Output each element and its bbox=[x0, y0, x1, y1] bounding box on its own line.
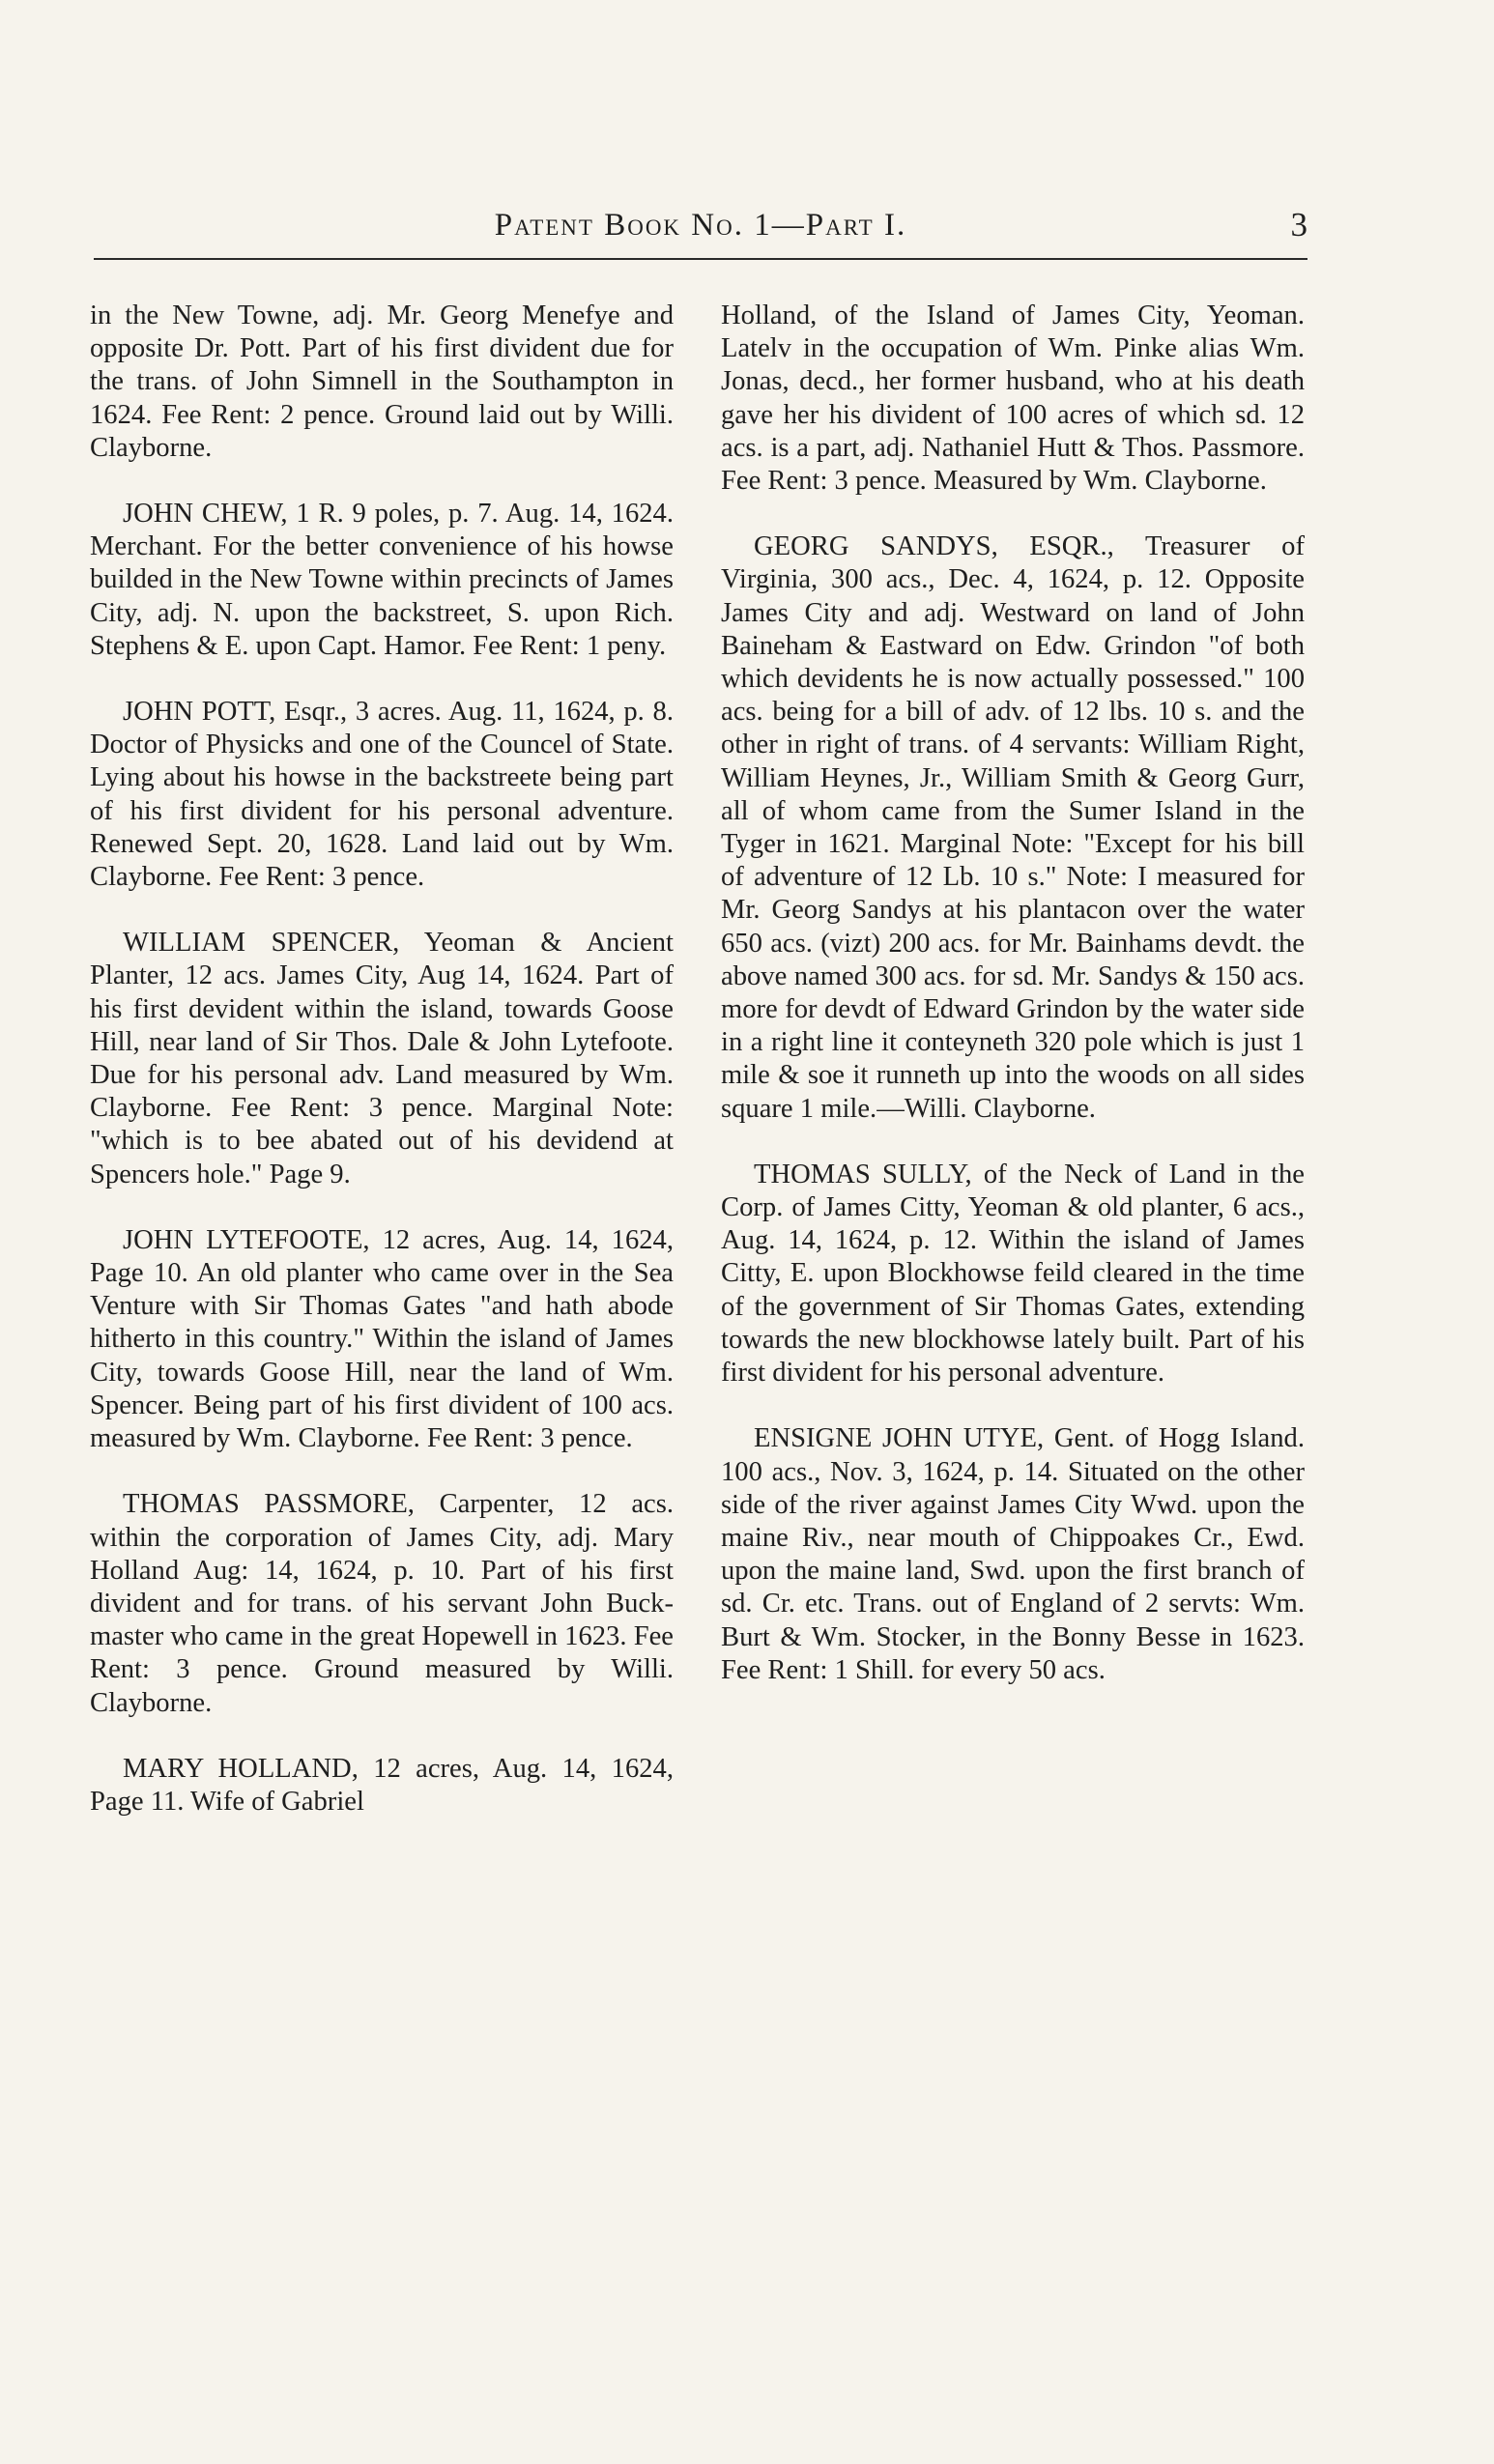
entry-mary-holland: MARY HOLLAND, 12 acres, Aug. 14, 1624, Page 11. Wife of Gabriel bbox=[90, 1753, 674, 1817]
entry-continuation: in the New Towne, adj. Mr. Georg Menefye and opposite Dr. Pott. Part of his first divident due for the trans. of John Simnell in the Southampton in 1624. Fee Rent: 2 pence. Ground laid out by Willi. Clayborne. bbox=[90, 301, 674, 463]
entry-john-pott: JOHN POTT, Esqr., 3 acres. Aug. 11, 1624, p. 8. Doctor of Physicks and one of the Councel of State. Lying about his howse in the backstreete being part of his first divident for his personal adventure. Renewed Sept. 20, 1628. Land laid out by Wm. Clayborne. Fee Rent: 3 pence. bbox=[90, 697, 674, 893]
entry-thomas-passmore: THOMAS PASSMORE, Carpenter, 12 acs. within the corporation of James City, adj. Mary Holland Aug: 14, 1624, p. 10. Part of his first divident and for trans. of his servant John Buckmaster who came in the great Hopewell in 1623. Fee Rent: 3 pence. Ground measured by Willi. Clayborne. bbox=[90, 1489, 674, 1718]
page-title: Patent Book No. 1—Part I. bbox=[494, 208, 907, 243]
page-number: 3 bbox=[1290, 206, 1307, 244]
right-column bbox=[721, 300, 1305, 1720]
entry-mary-holland-continued: Holland, of the Island of James City, Yeoman. Latelv in the occupation of Wm. Pinke alias Wm. Jonas, decd., her former husband, who at his death gave her his divident of 100 acres of which sd. 12 acs. is a part, adj. Nathaniel Hutt & Thos. Passmore. Fee Rent: 3 pence. Measured by Wm. Clayborne. bbox=[721, 301, 1305, 497]
entry-georg-sandys: GEORG SANDYS, ESQR., Treasurer of Virginia, 300 acs., Dec. 4, 1624, p. 12. Opposite James City and adj. Westward on land of John Baineham & Eastward on Edw. Grindon "of both which devidents he is now actually possessed." 100 acs. being for a bill of adv. of 12 lbs. 10 s. and the other in right of trans. of 4 servants: William Right, William Heynes, Jr., William Smith & Georg Gurr, all of whom came from the Sumer Island in the Tyger in 1621. Marginal Note: "Except for his bill of adventure of 12 Lb. 10 s." Note: I measured for Mr. Georg Sandys at his plantacon over the water 650 acs. (vizt) 200 acs. for Mr. Bainhams devdt. the above named 300 acs. for sd. Mr. Sandys & 150 acs. more for devdt of Edward Grindon by the water side in a right line it conteyneth 320 pole which is just 1 mile & soe it runneth up into the woods on all sides square 1 mile.—Willi. Clayborne. bbox=[721, 531, 1305, 1124]
left-column bbox=[90, 300, 674, 1851]
entry-john-utye: ENSIGNE JOHN UTYE, Gent. of Hogg Island. 100 acs., Nov. 3, 1624, p. 14. Situated on the other side of the river against James City Wwd. upon the maine Riv., near mouth of Chippoakes Cr., Ewd. upon the maine land, Swd. upon the first branch of sd. Cr. etc. Trans. out of England of 2 servts: Wm. Burt & Wm. Stocker, in the Bonny Besse in 1623. Fee Rent: 1 Shill. for every 50 acs. bbox=[721, 1423, 1305, 1685]
entry-john-chew: JOHN CHEW, 1 R. 9 poles, p. 7. Aug. 14, 1624. Merchant. For the better convenience of his howse builded in the New Towne within precincts of James City, adj. N. upon the backstreet, S. upon Rich. Stephens & E. upon Capt. Hamor. Fee Rent: 1 peny. bbox=[90, 499, 674, 661]
running-header bbox=[94, 198, 1307, 260]
entry-thomas-sully: THOMAS SULLY, of the Neck of Land in the Corp. of James Citty, Yeoman & old planter, 6 acs., Aug. 14, 1624, p. 12. Within the island of James Citty, E. upon Blockhowse feild cleared in the time of the government of Sir Thomas Gates, extending towards the new blockhowse lately built. Part of his first divident for his personal adventure. bbox=[721, 1159, 1305, 1389]
entry-william-spencer: WILLIAM SPENCER, Yeoman & Ancient Planter, 12 acs. James City, Aug 14, 1624. Part of his first devident within the island, towards Goose Hill, near land of Sir Thos. Dale & John Lytefoote. Due for his personal adv. Land measured by Wm. Clayborne. Fee Rent: 3 pence. Marginal Note: "which is to bee abated out of his devidend at Spencers hole." Page 9. bbox=[90, 928, 674, 1189]
entry-john-lytefoote: JOHN LYTEFOOTE, 12 acres, Aug. 14, 1624, Page 10. An old planter who came over in the Sea Venture with Sir Thomas Gates "and hath abode hitherto in this country." Within the island of James City, towards Goose Hill, near the land of Wm. Spencer. Being part of his first divident of 100 acs. measured by Wm. Clayborne. Fee Rent: 3 pence. bbox=[90, 1224, 674, 1454]
